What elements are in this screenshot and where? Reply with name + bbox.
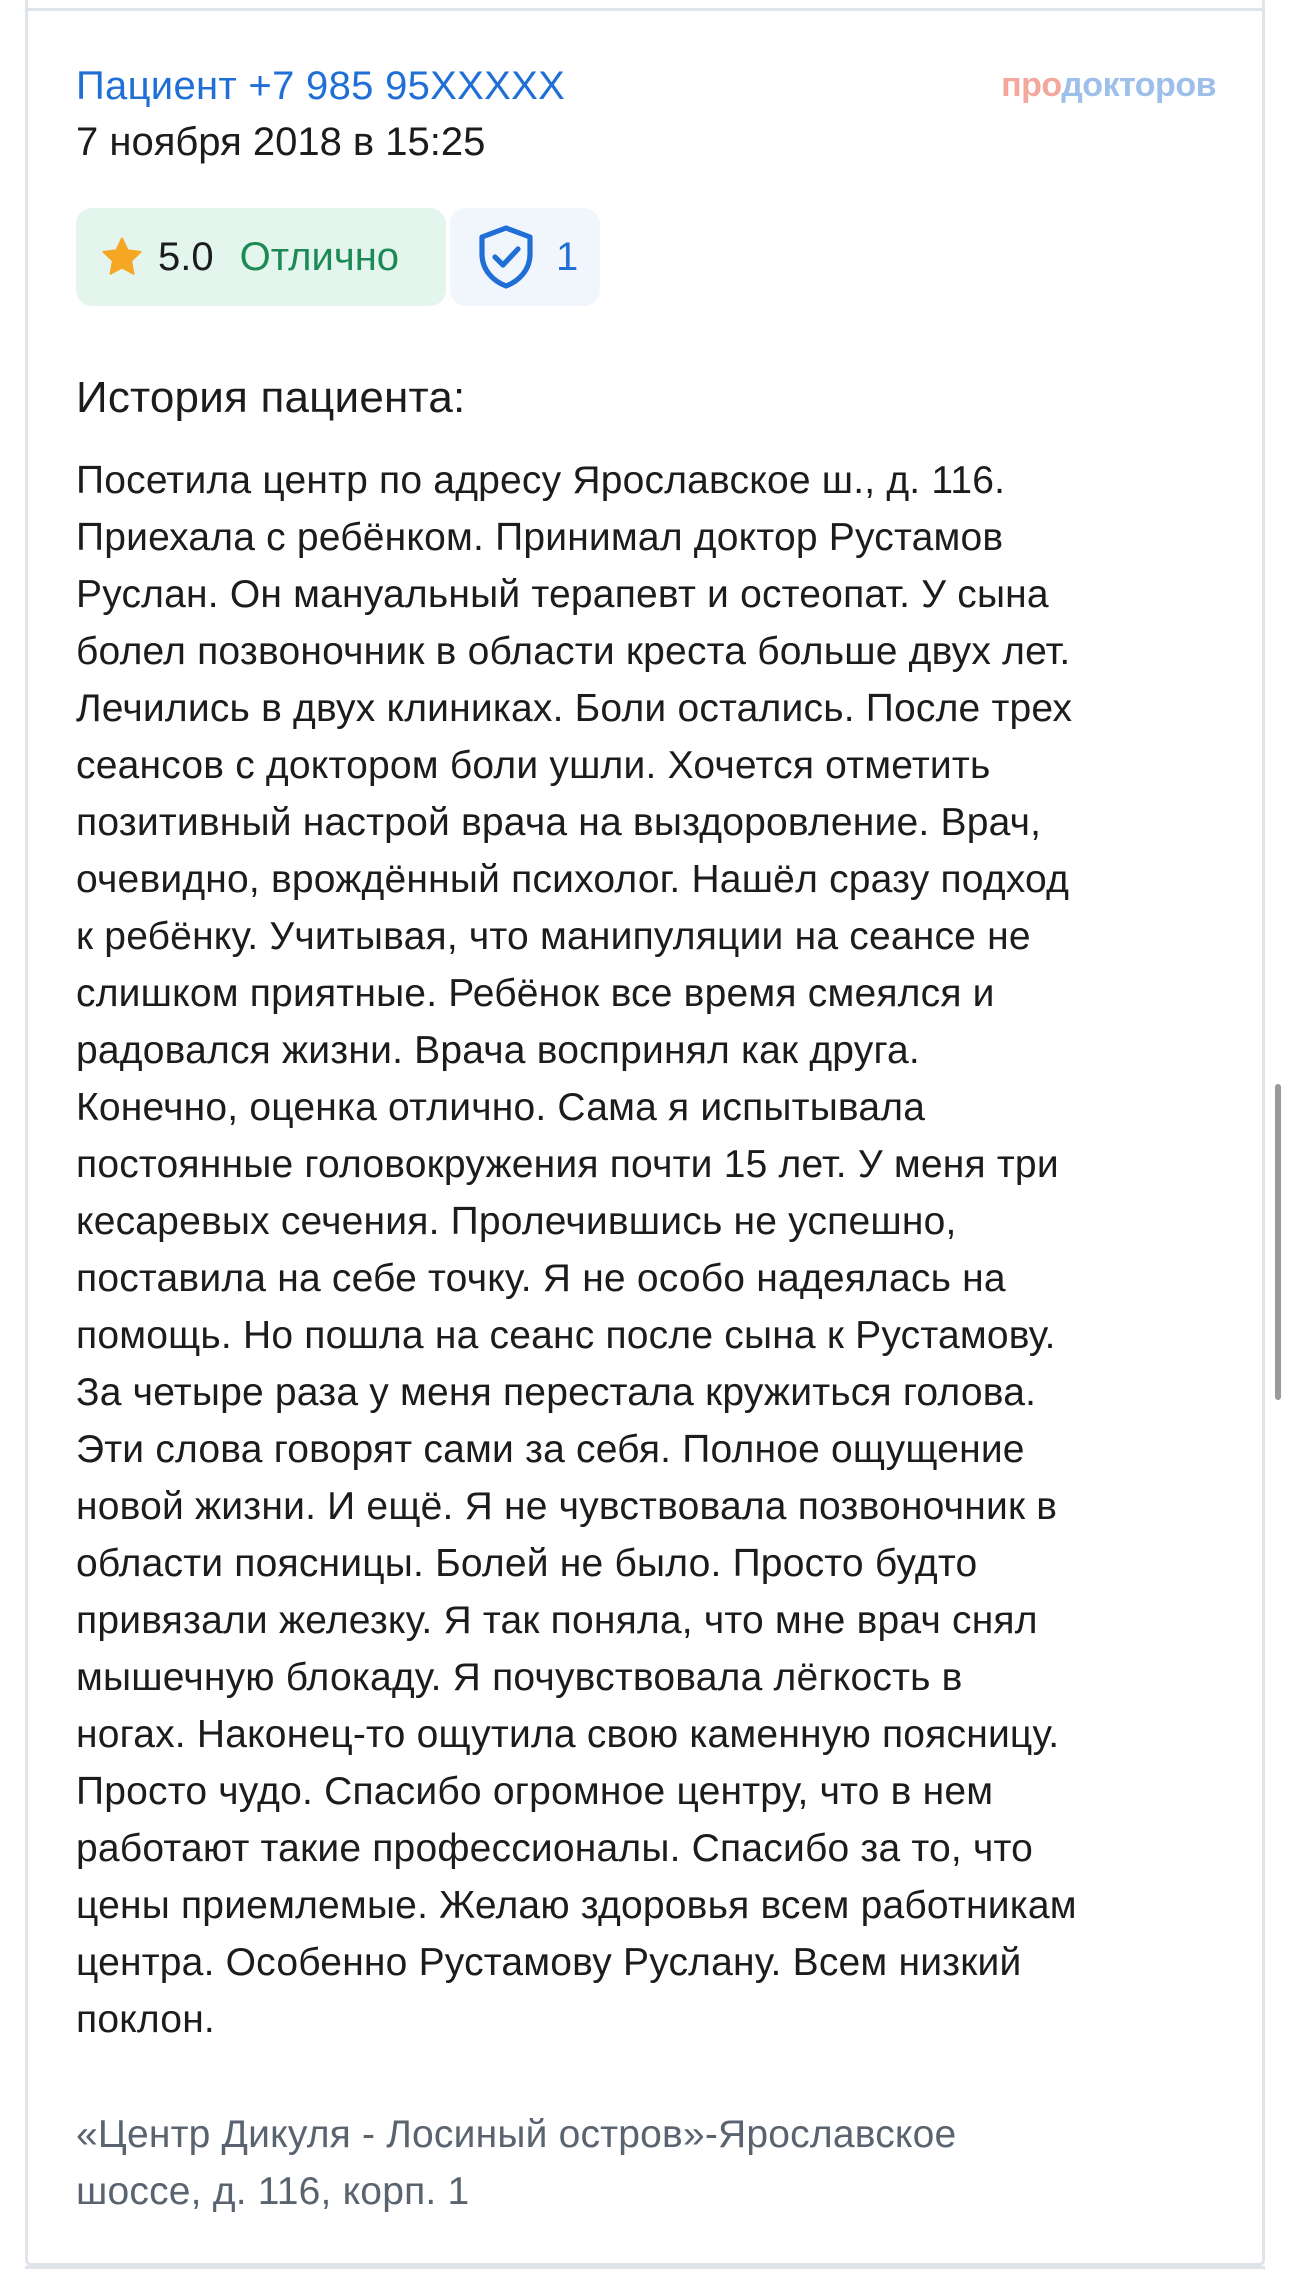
story-line: Посетила центр по адресу Ярославское ш., д. 116. [76,459,1006,502]
clinic-address-line: шоссе, д. 116, корп. 1 [76,2170,470,2213]
patient-story [76,452,1226,2048]
story-line: Приехала с ребёнком. Принимал доктор Рустамов [76,516,1004,559]
story-line: постоянные головокружения почти 15 лет. У меня три [76,1143,1059,1186]
brand-part-pro: про [1001,66,1062,104]
story-line: слишком приятные. Ребёнок все время смеялся и [76,972,995,1015]
review-date: 7 ноября 2018 в 15:25 [76,120,486,164]
section-title: История пациента: [76,373,466,422]
story-line: центра. Особенно Рустамову Руслану. Всем низкий [76,1941,1022,1984]
story-line: кесаревых сечения. Пролечившись не успешно, [76,1200,957,1243]
story-line: Эти слова говорят сами за себя. Полное ощущение [76,1428,1025,1471]
story-line: поклон. [76,1998,215,2041]
story-line: работают такие профессионалы. Спасибо за то, что [76,1827,1034,1870]
story-line: новой жизни. И ещё. Я не чувствовала позвоночник в [76,1485,1058,1528]
clinic-address-line: «Центр Дикуля - Лосиный остров»-Ярославское [76,2113,957,2156]
review-header [76,58,1216,170]
verified-count: 1 [556,234,579,279]
scrollbar[interactable] [1275,1084,1281,1400]
story-line: Просто чудо. Спасибо огромное центру, что в нем [76,1770,994,1813]
bottom-divider [25,2266,1265,2269]
story-line: позитивный настрой врача на выздоровление. Врач, [76,801,1042,844]
story-line: помощь. Но пошла на сеанс после сына к Рустамову. [76,1314,1056,1357]
story-line: сеансов с доктором боли ушли. Хочется отметить [76,744,991,787]
clinic-address-link[interactable] [76,2106,1226,2220]
story-line: очевидно, врождённый психолог. Нашёл сразу подход [76,858,1070,901]
story-line: привязали железку. Я так поняла, что мне врач снял [76,1599,1038,1642]
story-line: мышечную блокаду. Я почувствовала лёгкость в [76,1656,963,1699]
story-line: области поясницы. Болей не было. Просто будто [76,1542,978,1585]
rating-badge [76,208,446,306]
story-line: радовался жизни. Врача воспринял как друга. [76,1029,920,1072]
story-line: к ребёнку. Учитывая, что манипуляции на сеансе не [76,915,1031,958]
prodoctorov-logo[interactable] [1001,60,1216,110]
story-line: болел позвоночник в области креста больше двух лет. [76,630,1071,673]
top-divider [25,8,1265,11]
rating-label: Отлично [239,234,400,279]
story-line: Конечно, оценка отлично. Сама я испытывала [76,1086,926,1129]
rating-value: 5.0 [158,234,214,279]
review-badges [76,208,600,306]
story-line: За четыре раза у меня перестала кружиться голова. [76,1371,1037,1414]
star-icon [100,235,144,279]
verified-badge[interactable] [450,208,600,306]
review-author-link[interactable]: Пациент +7 985 95XXXXX [76,64,566,108]
story-line: Лечились в двух клиниках. Боли остались. После трех [76,687,1073,730]
brand-part-doctors: докторов [1061,66,1216,104]
story-line: поставила на себе точку. Я не особо надеялась на [76,1257,1006,1300]
story-line: цены приемлемые. Желаю здоровья всем работникам [76,1884,1077,1927]
story-line: Руслан. Он мануальный терапевт и остеопат. У сына [76,573,1049,616]
story-line: ногах. Наконец-то ощутила свою каменную поясницу. [76,1713,1060,1756]
shield-check-icon [476,224,536,290]
